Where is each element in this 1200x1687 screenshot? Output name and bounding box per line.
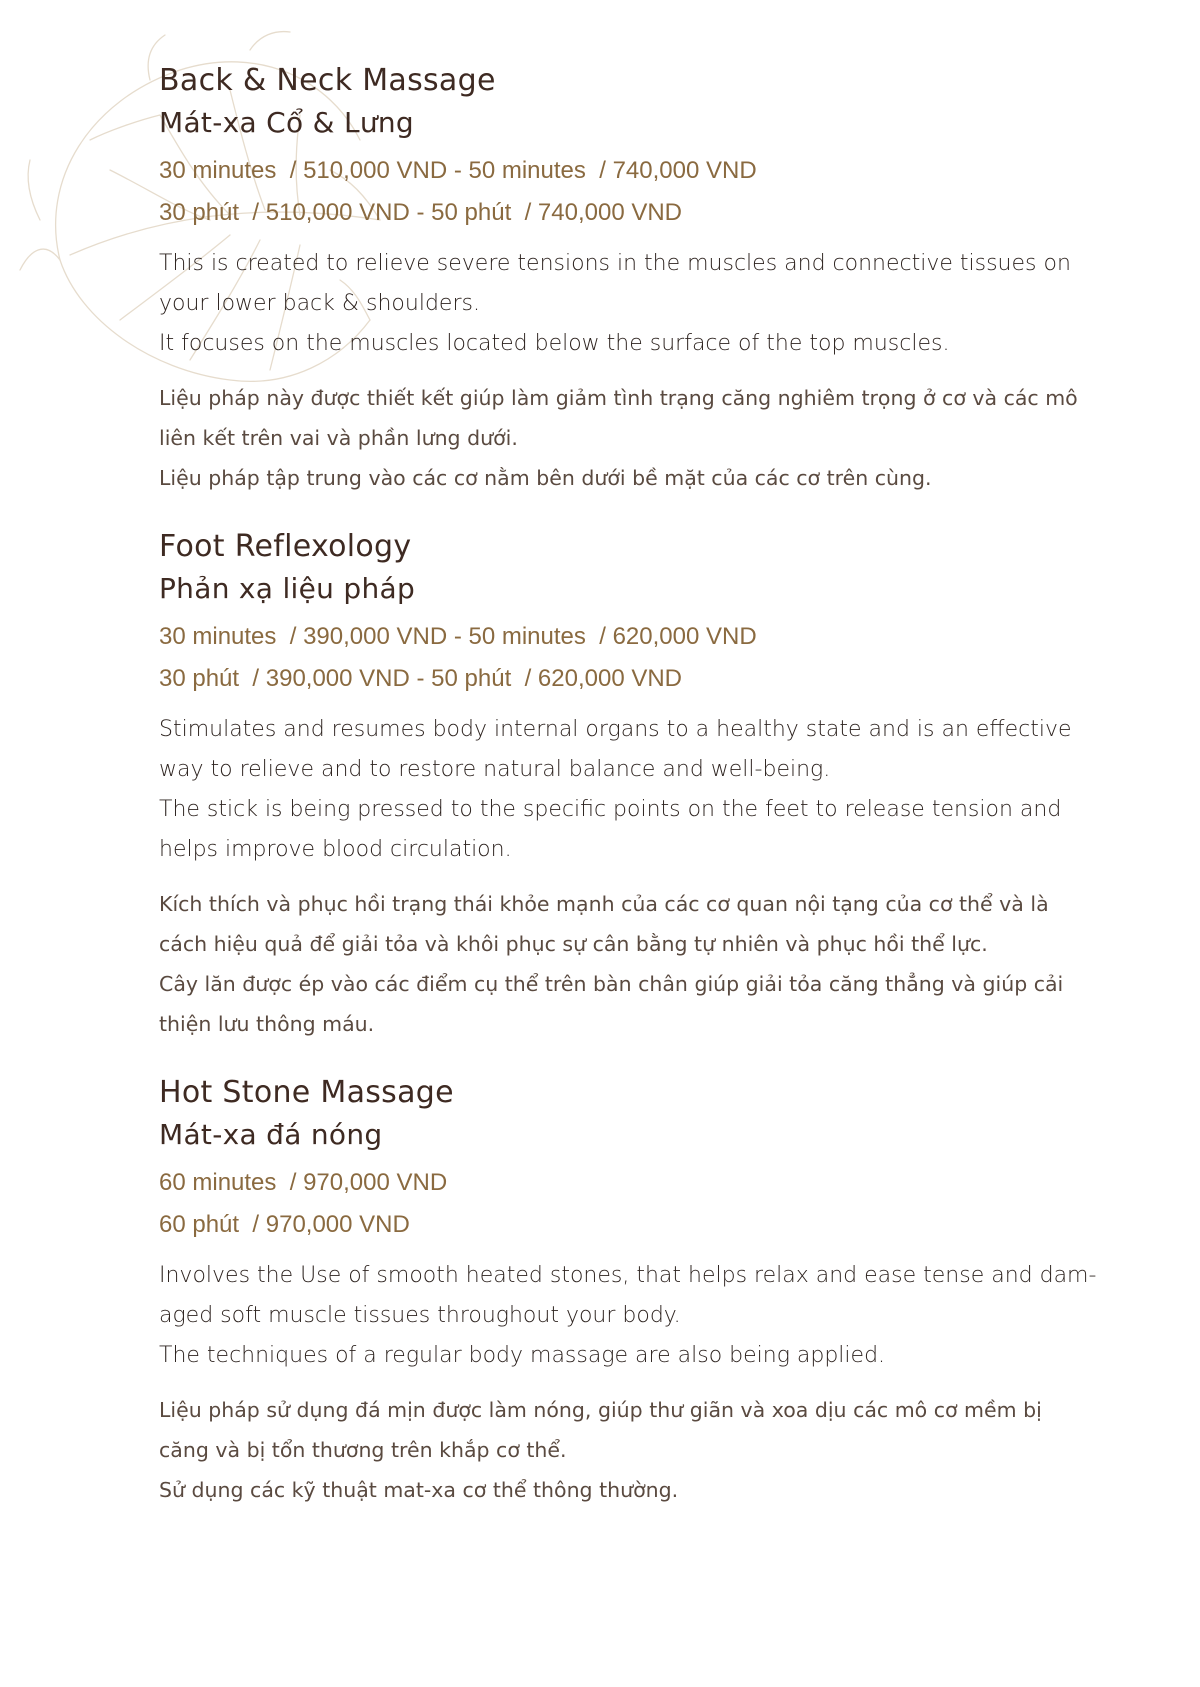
service-price-vi: 30 phút / 390,000 VND - 50 phút / 620,000 VND bbox=[159, 665, 683, 692]
service-title-en: Foot Reflexology bbox=[159, 529, 412, 564]
service-hot-stone-massage bbox=[159, 1072, 1099, 1510]
service-price-en: 60 minutes / 970,000 VND bbox=[159, 1169, 448, 1196]
service-title-en: Hot Stone Massage bbox=[159, 1075, 454, 1110]
description-line: liên kết trên vai và phần lưng dưới. bbox=[159, 426, 518, 450]
description-line: Kích thích và phục hồi trạng thái khỏe mạnh của các cơ quan nội tạng của cơ thể và là bbox=[159, 892, 1049, 916]
service-back-neck-massage bbox=[159, 60, 1099, 498]
service-description-en bbox=[159, 710, 1099, 870]
service-price-en: 30 minutes / 510,000 VND - 50 minutes / 740,000 VND bbox=[159, 157, 757, 184]
description-line: It focuses on the muscles located below the surface of the top muscles. bbox=[159, 331, 950, 356]
description-line: way to relieve and to restore natural balance and well-being. bbox=[159, 757, 831, 782]
description-line: cách hiệu quả để giải tỏa và khôi phục sự cân bằng tự nhiên và phục hồi thể lực. bbox=[159, 932, 988, 956]
services-list bbox=[159, 60, 1099, 1510]
service-description-vi bbox=[159, 378, 1099, 498]
description-line: The stick is being pressed to the specific points on the feet to release tension and bbox=[159, 797, 1062, 822]
description-line: Liệu pháp tập trung vào các cơ nằm bên dưới bề mặt của các cơ trên cùng. bbox=[159, 466, 932, 490]
description-line: This is created to relieve severe tensions in the muscles and connective tissues on bbox=[159, 251, 1071, 276]
description-line: aged soft muscle tissues throughout your body. bbox=[159, 1303, 681, 1328]
description-line: Sử dụng các kỹ thuật mat-xa cơ thể thông thường. bbox=[159, 1478, 679, 1502]
service-description-vi bbox=[159, 884, 1099, 1044]
description-line: thiện lưu thông máu. bbox=[159, 1012, 375, 1036]
service-title-en: Back & Neck Massage bbox=[159, 63, 496, 98]
service-description-vi bbox=[159, 1390, 1099, 1510]
description-line: Involves the Use of smooth heated stones, that helps relax and ease tense and dam- bbox=[159, 1263, 1097, 1288]
description-line: Stimulates and resumes body internal organs to a healthy state and is an effective bbox=[159, 717, 1072, 742]
service-price-vi: 60 phút / 970,000 VND bbox=[159, 1211, 410, 1238]
description-line: Liệu pháp này được thiết kết giúp làm giảm tình trạng căng nghiêm trọng ở cơ và các mô bbox=[159, 386, 1078, 410]
description-line: Cây lăn được ép vào các điểm cụ thể trên bàn chân giúp giải tỏa căng thẳng và giúp cải bbox=[159, 972, 1064, 996]
description-line: căng và bị tổn thương trên khắp cơ thể. bbox=[159, 1438, 567, 1462]
description-line: your lower back & shoulders. bbox=[159, 291, 480, 316]
service-price-en: 30 minutes / 390,000 VND - 50 minutes / 620,000 VND bbox=[159, 623, 757, 650]
description-line: helps improve blood circulation. bbox=[159, 837, 512, 862]
service-title-vi: Mát-xa đá nóng bbox=[159, 1118, 383, 1151]
description-line: The techniques of a regular body massage are also being applied. bbox=[159, 1343, 886, 1368]
service-description-en bbox=[159, 1256, 1099, 1376]
service-title-vi: Phản xạ liệu pháp bbox=[159, 572, 416, 605]
service-foot-reflexology bbox=[159, 526, 1099, 1044]
service-description-en bbox=[159, 244, 1099, 364]
service-price-vi: 30 phút / 510,000 VND - 50 phút / 740,000 VND bbox=[159, 199, 683, 226]
service-title-vi: Mát-xa Cổ & Lưng bbox=[159, 106, 415, 139]
description-line: Liệu pháp sử dụng đá mịn được làm nóng, giúp thư giãn và xoa dịu các mô cơ mềm bị bbox=[159, 1398, 1042, 1422]
